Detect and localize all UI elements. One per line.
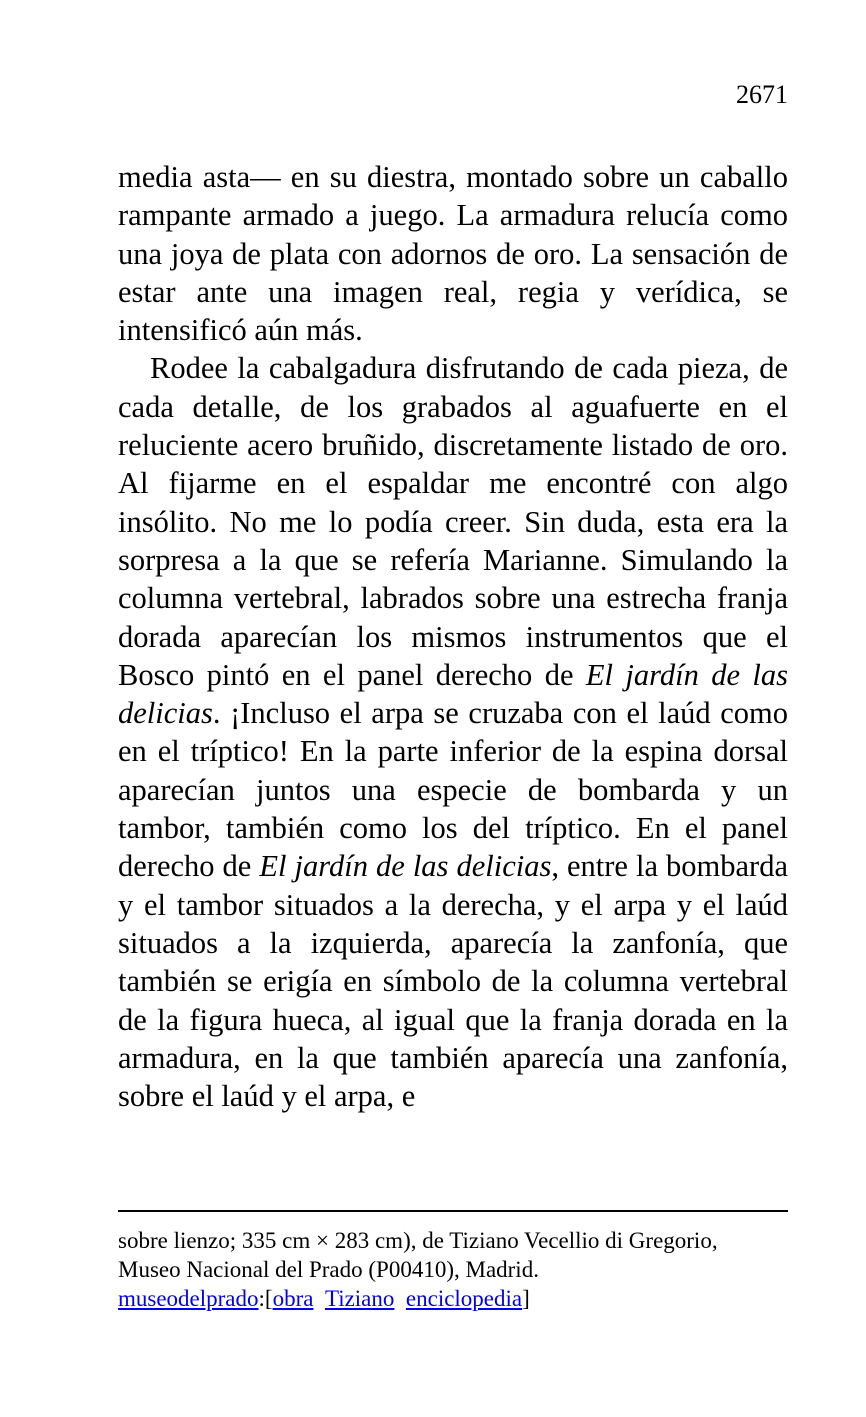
enciclopedia-link[interactable]: enciclopedia [405,1286,523,1311]
footnote-links [118,1284,788,1313]
footnote-divider [118,1210,788,1212]
paragraph [118,349,788,1115]
paragraph-text: media asta— en su diestra, montado sobre un caballo rampante armado a juego. La armadura relucía como una joya de plata con adornos de oro. La sensación de estar ante una imagen real, regia y verídica, se intensificó aún más. [118,160,788,348]
obra-link[interactable]: obra [272,1286,314,1311]
museodelprado-link[interactable]: museodelprado [118,1286,259,1311]
footnote-line [118,1255,788,1284]
footnote-text: sobre lienzo; 335 cm × 283 cm), de Tiziano Vecellio di Gregorio, [118,1228,718,1253]
footnote-text: Museo Nacional del Prado (P00410), Madrid. [118,1257,539,1282]
main-text [118,158,788,1115]
link-punctuation: ] [522,1286,530,1311]
paragraph [118,158,788,349]
paragraph-text: Rodee la cabalgadura disfrutando de cada pieza, de cada detalle, de los grabados al aguafuerte en el reluciente acero bruñido, discretamente listado de oro. Al fijarme en el espaldar me encontré con algo insólito. No me lo podía creer. Sin duda, esta era la sorpresa a la que se refería Marianne. Simulando la columna vertebral, labrados sobre una estrecha franja dorada aparecían los mismos instrumentos que el Bosco pintó en el panel derecho de [118,351,788,692]
artwork-title: El jardín de las delicias [118,657,789,731]
link-punctuation: :[ [258,1286,273,1311]
footnote-line [118,1226,788,1255]
footnote [118,1226,788,1313]
paragraph-text: . ¡Incluso el arpa se cruzaba con el laúd como en el tríptico! En la parte inferior de la espina dorsal aparecían juntos una especie de bombarda y un tambor, también como los del tríptico. En el panel derecho de [118,696,788,884]
paragraph-text: , entre la bombarda y el tambor situados a la derecha, y el arpa y el laúd situados a la izquierda, aparecía la zanfonía, que también se erigía en símbolo de la columna vertebral de la figura hueca, al igual que la franja dorada en la armadura, en la que también aparecía una zanfonía, sobre el laúd y el arpa, e [118,849,789,1114]
tiziano-link[interactable]: Tiziano [324,1286,395,1311]
artwork-title: El jardín de las delicias [259,849,552,884]
page-number: 2671 [736,80,788,109]
